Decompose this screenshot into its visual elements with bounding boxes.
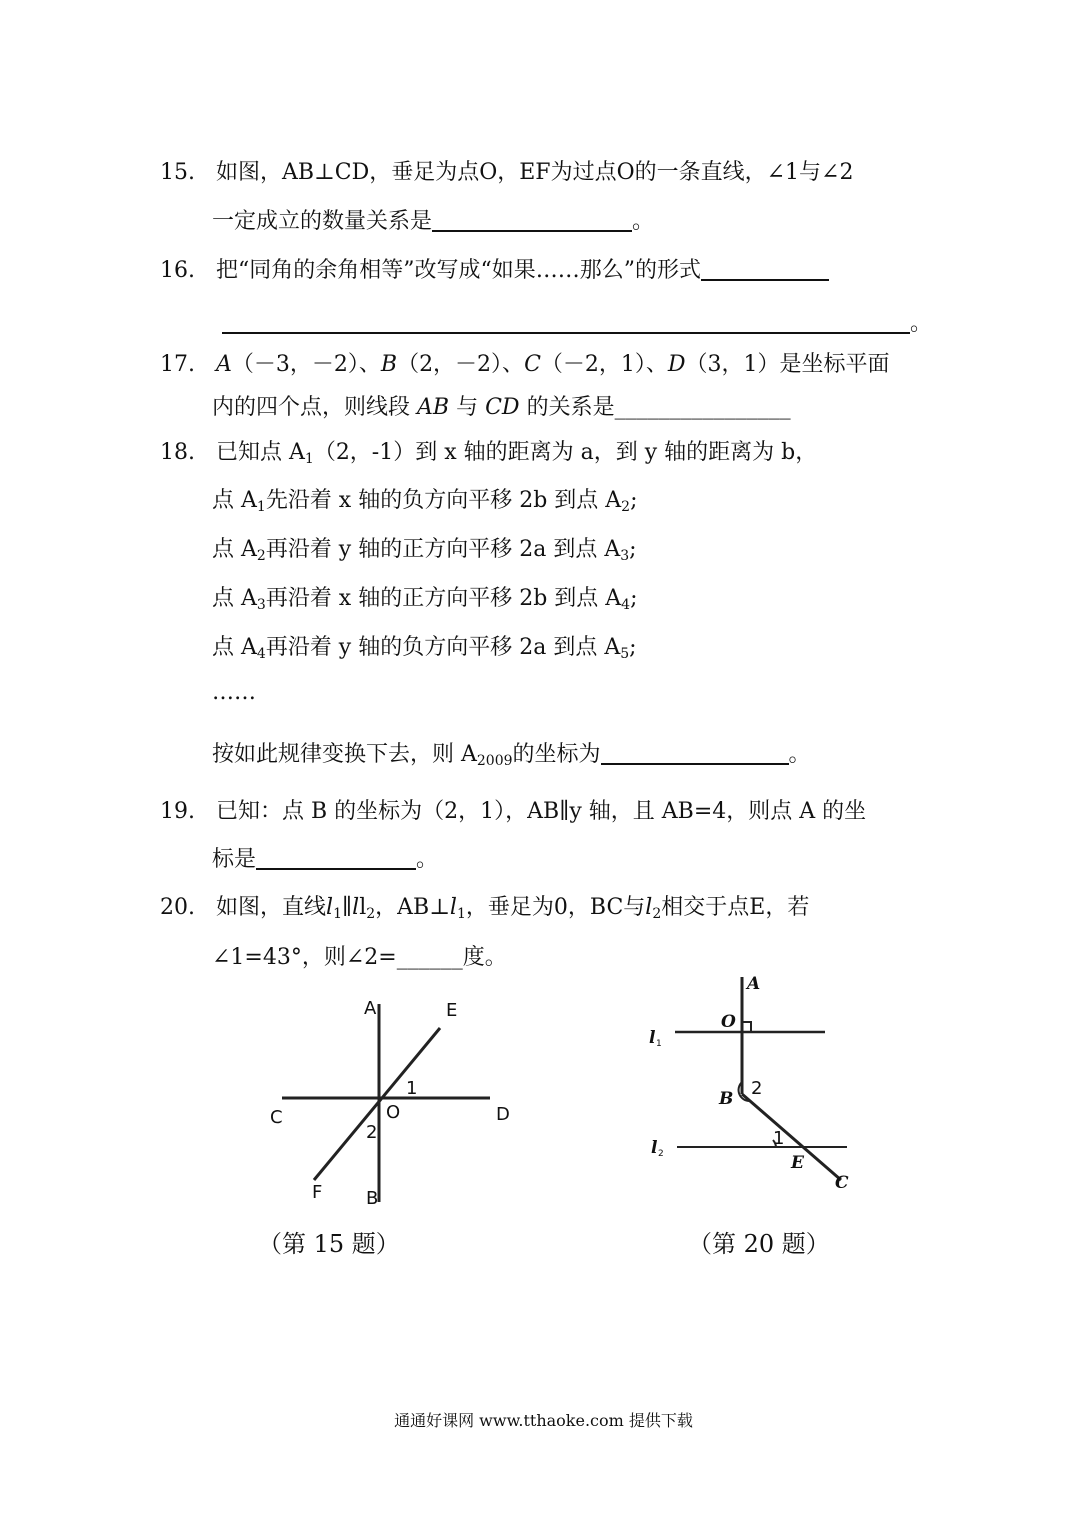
fig20-label-c: C <box>835 1173 849 1193</box>
q18-text-4c: ; <box>630 586 638 611</box>
q20-parallel: ∥ <box>341 895 353 920</box>
q18-text-7b: 的坐标为 <box>512 742 601 767</box>
q18-sub-5b: 5 <box>620 646 630 662</box>
q16-answer-blank-2[interactable] <box>222 310 910 334</box>
page-footer: 通通好课网 www.tthaoke.com 提供下载 <box>394 1411 693 1430</box>
fig15-label-a: A <box>364 998 377 1019</box>
figure-15 <box>262 990 522 1210</box>
fig20-label-a: A <box>747 974 761 994</box>
figure-20 <box>645 972 885 1192</box>
q18-line5 <box>212 633 637 669</box>
line-ef <box>314 1028 440 1180</box>
fig15-caption: （第 15 题） <box>258 1230 400 1258</box>
q18-line3 <box>212 535 637 571</box>
q20-l2-letter: l <box>359 895 367 920</box>
q19-answer-blank[interactable] <box>256 846 416 870</box>
q18-sub-1: 1 <box>304 451 314 467</box>
q17-point-c: C <box>524 352 541 377</box>
q20-l2b-sub: 2 <box>652 906 662 922</box>
q18-text-1a: 已知点 A <box>216 440 305 465</box>
q18-text-4a: 点 A <box>212 586 257 611</box>
q20-text-1i: 相交于点E，若 <box>661 895 810 920</box>
q17-answer-blank[interactable]: ________________ <box>614 395 791 420</box>
q17-coord-a: （－3，－2）、 <box>231 352 381 377</box>
q18-text-3a: 点 A <box>212 537 257 562</box>
q16-line2 <box>222 309 932 339</box>
q18-text-5b: 再沿着 y 轴的负方向平移 2a 到点 A <box>265 635 621 660</box>
q19-period: 。 <box>416 847 439 872</box>
q19-line2 <box>212 845 438 875</box>
q18-answer-blank[interactable] <box>601 741 789 765</box>
fig15-label-e: E <box>446 1000 458 1021</box>
q18-line7 <box>212 740 811 776</box>
q18-text-5c: ; <box>629 635 637 660</box>
q20-l2-sub: 2 <box>366 906 376 922</box>
q16-text-1: 把“同角的余角相等”改写成“如果……那么”的形式 <box>216 258 701 283</box>
q18-number: 18. <box>160 440 195 465</box>
q15-text-1: 如图，AB⊥CD，垂足为点O，EF为过点O的一条直线，∠1与∠2 <box>216 160 854 185</box>
q15-number: 15. <box>160 160 195 185</box>
q17-coord-d: （3，1）是坐标平面 <box>685 352 890 377</box>
q20-l1-sub: 1 <box>333 906 342 922</box>
q18-line2 <box>212 486 638 522</box>
q18-line6 <box>212 678 256 708</box>
fig20-caption: （第 20 题） <box>688 1230 830 1258</box>
q18-period: 。 <box>788 742 811 767</box>
q20-l2b-letter: l <box>645 895 653 920</box>
q18-text-2b: 先沿着 x 轴的负方向平移 2b 到点 A <box>265 488 622 513</box>
q18-text-3c: ; <box>629 537 637 562</box>
q18-sub-4b: 4 <box>621 597 631 613</box>
fig20-label-l2: l <box>651 1138 658 1158</box>
q18-text-7a: 按如此规律变换下去，则 A <box>212 742 477 767</box>
q17-segment-cd: CD <box>485 395 520 420</box>
fig20-label-b: B <box>719 1089 734 1109</box>
q18-sub-2a: 1 <box>256 499 266 515</box>
fig20-label-l2-sub: 2 <box>658 1149 664 1159</box>
q20-text-1a: 如图，直线 <box>216 895 327 920</box>
q16-number: 16. <box>160 258 195 283</box>
q19-text-2: 标是 <box>212 847 257 872</box>
q15-answer-blank[interactable] <box>432 208 632 232</box>
fig15-label-1: 1 <box>406 1078 418 1099</box>
fig20-label-2: 2 <box>751 1078 763 1099</box>
q16-answer-blank-1[interactable] <box>701 257 829 281</box>
q18-ellipsis: …… <box>212 680 256 705</box>
q20-l1-letter: l <box>326 895 334 920</box>
q18-sub-3b: 3 <box>620 548 630 564</box>
q18-line1 <box>160 438 817 474</box>
fig15-label-f: F <box>312 1182 323 1203</box>
q18-text-1b: （2，-1）到 x 轴的距离为 a，到 y 轴的距离为 b， <box>313 440 818 465</box>
q20-l1b-sub: 1 <box>456 906 466 922</box>
q17-line1 <box>160 350 890 380</box>
q17-coord-c: （－2，1）、 <box>540 352 668 377</box>
q20-text-1e: ，AB⊥ <box>375 895 450 920</box>
q19-number: 19. <box>160 799 195 824</box>
q18-text-2c: ; <box>630 488 638 513</box>
q18-sub-2b: 2 <box>621 499 631 515</box>
q20-l1b-letter: l <box>449 895 457 920</box>
q17-text-2b: 与 <box>456 395 479 420</box>
fig20-label-l: l <box>649 1028 656 1048</box>
q20-line1 <box>160 893 809 929</box>
q18-line4 <box>212 584 638 620</box>
q17-text-2a: 内的四个点，则线段 <box>212 395 411 420</box>
fig15-label-o: O <box>386 1102 401 1123</box>
fig15-label-d: D <box>496 1104 510 1125</box>
q20-line2 <box>212 943 507 973</box>
q15-line1 <box>160 158 853 188</box>
q17-point-b: B <box>380 352 398 377</box>
q18-sub-3a: 2 <box>256 548 266 564</box>
q17-segment-ab: AB <box>417 395 450 420</box>
q18-text-4b: 再沿着 x 轴的正方向平移 2b 到点 A <box>265 586 622 611</box>
q17-number: 17. <box>160 352 195 377</box>
q18-text-5a: 点 A <box>212 635 257 660</box>
q17-coord-b: （2，－2）、 <box>397 352 525 377</box>
q20-text-2: ∠1=43°，则∠2=______度。 <box>212 945 507 970</box>
fig15-label-2: 2 <box>366 1122 378 1143</box>
q17-text-2c: 的关系是 <box>526 395 615 420</box>
q17-point-d: D <box>667 352 686 377</box>
q18-sub-5a: 4 <box>256 646 266 662</box>
q19-text-1: 已知：点 B 的坐标为（2，1），AB∥y 轴，且 AB=4，则点 A 的坐 <box>216 799 867 824</box>
q20-l-letter: l <box>352 895 360 920</box>
q20-text-1g: ，垂足为0，BC与 <box>465 895 646 920</box>
q18-text-3b: 再沿着 y 轴的正方向平移 2a 到点 A <box>265 537 621 562</box>
fig20-label-1: 1 <box>773 1128 785 1149</box>
q15-line2 <box>212 207 654 237</box>
q16-line1 <box>160 256 829 286</box>
q19-line1 <box>160 797 866 827</box>
q17-line2 <box>212 393 791 423</box>
q18-sub-4a: 3 <box>256 597 266 613</box>
q18-text-2a: 点 A <box>212 488 257 513</box>
fig20-label-l1-sub: 1 <box>656 1039 662 1049</box>
fig15-label-c: C <box>270 1107 283 1128</box>
q15-period: 。 <box>632 209 655 234</box>
q15-text-2: 一定成立的数量关系是 <box>212 209 433 234</box>
q17-point-a: A <box>216 352 232 377</box>
q16-period: 。 <box>910 311 933 336</box>
fig20-label-e: E <box>791 1153 804 1173</box>
fig15-label-b: B <box>366 1188 379 1209</box>
fig20-label-o: O <box>721 1012 736 1032</box>
q18-sub-7: 2009 <box>476 753 513 769</box>
q20-number: 20. <box>160 895 195 920</box>
